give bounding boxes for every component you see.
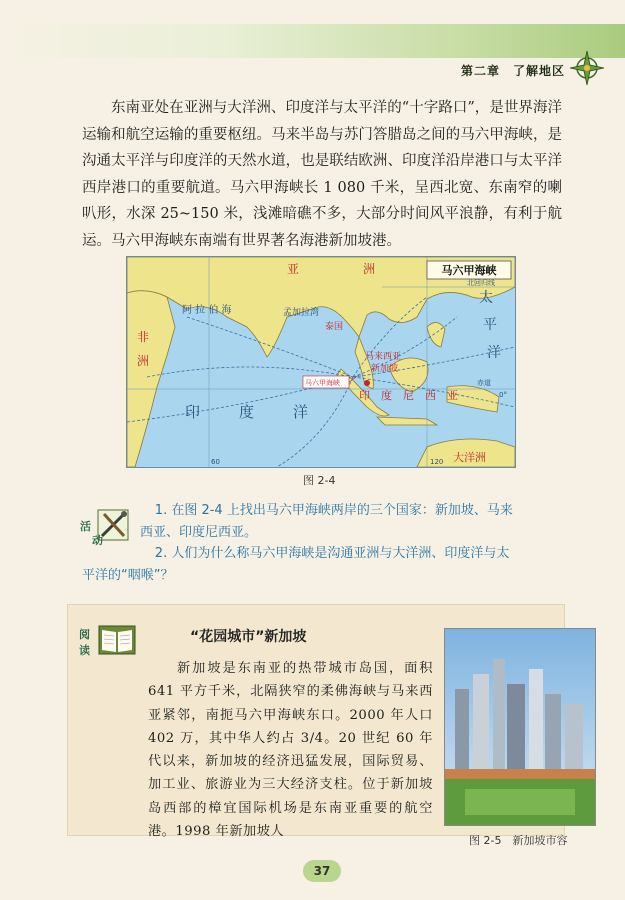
activity-item-1-line-1: 1. 在图 2-4 上找出马六甲海峡两岸的三个国家：新加坡、马来	[154, 503, 513, 518]
activity-questions	[82, 500, 562, 586]
compass-rose-icon	[569, 50, 605, 86]
malacca-strait-map	[126, 256, 516, 468]
singapore-skyline-photo	[444, 628, 596, 826]
activity-item-2-line-2: 平洋的“咽喉”？	[82, 567, 174, 583]
map-label-asia-1: 亚	[287, 262, 300, 276]
map-label-pacific-2: 平	[483, 317, 497, 333]
reading-title: “花园城市”新加坡	[190, 629, 307, 645]
chapter-title: 第二章 了解地区	[460, 64, 565, 78]
map-label-indian-ocean-3: 洋	[293, 403, 309, 421]
map-label-lon-120: 120	[430, 458, 444, 466]
map-label-pacific-3: 洋	[487, 345, 501, 361]
map-label-indian-ocean-1: 印	[185, 403, 201, 421]
map-label-indonesia-2: 度	[381, 389, 392, 402]
map-label-singapore: 新加坡	[371, 364, 399, 374]
activity-label-2: 动	[92, 534, 103, 547]
map-label-lat-0: 0°	[499, 391, 507, 399]
map-label-indonesia-1: 印	[359, 389, 370, 402]
map-label-pacific-1: 太	[479, 290, 493, 306]
figure-caption-2-5: 图 2-5 新加坡市容	[469, 834, 568, 847]
map-label-oceania: 大洋洲	[453, 451, 486, 464]
map-label-malaysia: 马来西亚	[365, 352, 402, 362]
map-label-indonesia-4: 西	[425, 389, 436, 402]
map-label-bay-of-bengal: 孟加拉湾	[283, 308, 320, 318]
figure-caption-2-4: 图 2-4	[303, 474, 336, 487]
map-label-asia-2: 洲	[363, 262, 376, 276]
map-label-indonesia-3: 尼	[403, 389, 414, 402]
activity-item-2-line-1: 2. 人们为什么称马六甲海峡是沟通亚洲与大洋洲、印度洋与太	[154, 546, 510, 561]
reading-label-1: 阅	[79, 628, 90, 641]
activity-label-1: 活	[80, 520, 91, 533]
activity-item-1-line-2: 西亚、印度尼西亚。	[140, 524, 258, 540]
body-paragraph: 东南亚处在亚洲与大洋洲、印度洋与太平洋的“十字路口”，是世界海洋运输和航空运输的重要枢纽。马来半岛与苏门答腊岛之间的马六甲海峡，是沟通太平洋与印度洋的天然水道，也是联结欧洲、印度洋沿岸港口与太平洋西岸港口的重要航道。马六甲海峡长 1 080 千米，呈西北宽、东南窄的喇叭形，水深 25~150 米，浅滩暗礁不多，大部分时间风平浪静，有利于航运。马六甲海峡东南端有世界著名海港新加坡港。	[82, 100, 562, 249]
map-label-lon-60: 60	[211, 458, 220, 466]
map-label-africa-1: 非	[137, 330, 150, 344]
header-band	[0, 24, 625, 58]
map-label-north-tropic: 北回归线	[467, 279, 495, 287]
map-title: 马六甲海峡	[441, 264, 497, 277]
reading-label-2: 读	[79, 644, 90, 657]
map-label-thailand: 泰国	[325, 322, 344, 332]
map-label-strait: 马六甲海峡	[305, 379, 340, 387]
map-label-arabian-sea: 阿 拉 伯 海	[182, 305, 232, 316]
page-number: 37	[303, 860, 341, 882]
map-label-indonesia-5: 亚	[447, 389, 458, 402]
reading-paragraph: 新加坡是东南亚的热带城市岛国，面积 641 平方千米，北隔狭窄的柔佛海峡与马来西亚紧邻，南扼马六甲海峡东口。2000 年人口 402 万，其中华人约占 3/4。20 世纪 60 年代以来，新加坡的经济迅猛发展，国际贸易、加工业、旅游业为三大经济支柱。位于新加坡岛西部的樟宜国际机场是东南亚重要的航空港。1998 年新加坡人	[148, 661, 433, 840]
map-label-equator: 赤道	[477, 379, 491, 387]
map-label-africa-2: 洲	[137, 354, 150, 368]
map-label-indian-ocean-2: 度	[239, 403, 255, 421]
